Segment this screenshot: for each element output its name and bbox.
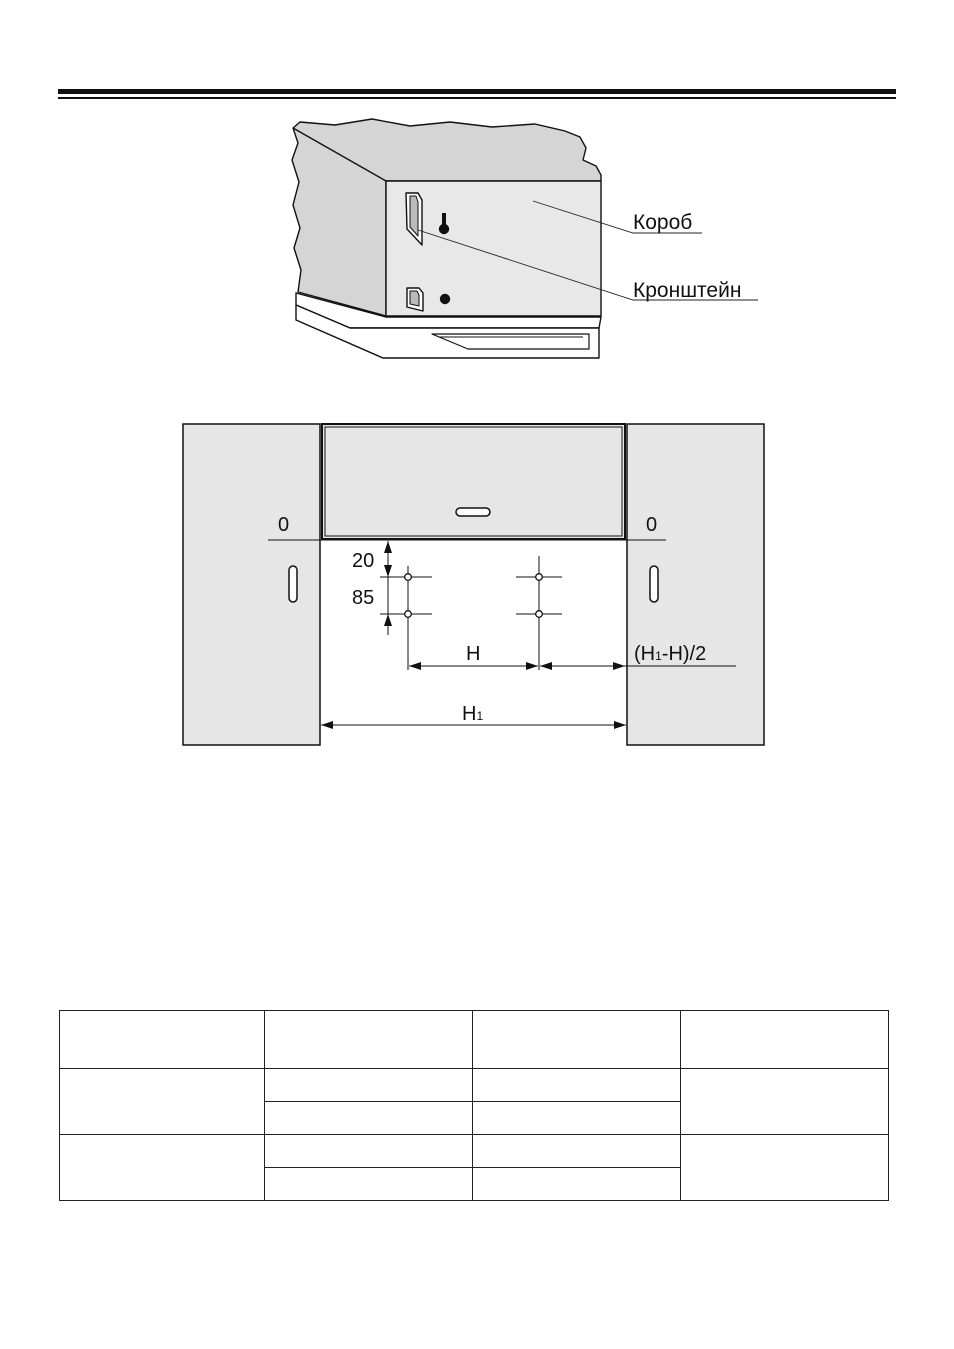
mounting-holes: [405, 574, 543, 618]
table-cell: [265, 1011, 473, 1069]
dim-top-offset-label: 20: [352, 550, 375, 572]
figure-box-isometric: [292, 119, 601, 358]
right-panel-handle-icon: [650, 566, 658, 602]
right-cabinet-panel: [627, 424, 764, 745]
box-handle-icon: [456, 508, 490, 516]
dim-hole-spacing-label: 85: [352, 587, 375, 609]
dim-H1-label: H1: [462, 703, 484, 725]
hole-icon: [536, 611, 543, 618]
table-cell: [265, 1102, 473, 1135]
zero-right-label: 0: [646, 514, 658, 536]
mounting-hole-icon: [441, 295, 450, 304]
table-cell: [473, 1011, 681, 1069]
left-panel-handle-icon: [289, 566, 297, 602]
table-cell: [473, 1135, 681, 1168]
spec-table: [59, 1010, 889, 1201]
figure-front-view: [183, 424, 764, 745]
table-header-row: [60, 1011, 889, 1069]
table-cell: [681, 1011, 889, 1069]
table-cell: [60, 1135, 265, 1201]
callout-bracket-label: Кронштейн: [633, 279, 742, 302]
hole-icon: [536, 574, 543, 581]
table-cell: [265, 1135, 473, 1168]
hole-icon: [405, 574, 412, 581]
table-cell: [473, 1102, 681, 1135]
table-row: [60, 1135, 889, 1168]
table-cell: [265, 1168, 473, 1201]
hole-icon: [405, 611, 412, 618]
zero-left-label: 0: [278, 514, 290, 536]
table-cell: [473, 1069, 681, 1102]
table-row: [60, 1069, 889, 1102]
dim-side-label: (H1-H)/2: [634, 643, 707, 665]
table-cell: [681, 1069, 889, 1135]
table-cell: [473, 1168, 681, 1201]
box-front-panel: [322, 424, 625, 539]
table-cell: [60, 1011, 265, 1069]
table-cell: [60, 1069, 265, 1135]
table-cell: [265, 1069, 473, 1102]
callout-box-label: Короб: [633, 211, 693, 234]
table-cell: [681, 1135, 889, 1201]
dim-H-label: H: [466, 643, 481, 665]
left-cabinet-panel: [183, 424, 320, 745]
